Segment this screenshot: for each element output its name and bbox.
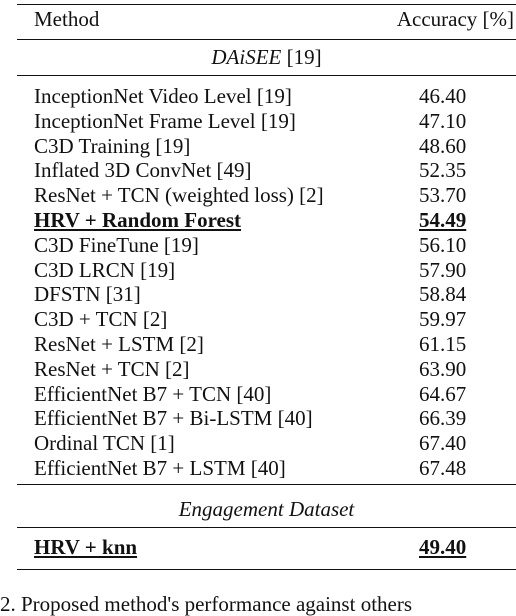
table-caption: 2. Proposed method's performance against others <box>0 592 413 616</box>
accuracy-cell: 48.60 <box>419 133 467 158</box>
top-rule <box>17 4 516 5</box>
method-cell: EfficientNet B7 + Bi-LSTM [40] <box>34 406 313 431</box>
method-cell: C3D LRCN [19] <box>34 257 176 282</box>
section1-rule <box>17 75 516 76</box>
accuracy-cell: 64.67 <box>419 381 467 406</box>
section-engagement <box>17 496 516 522</box>
section2-top-rule <box>17 484 516 485</box>
daisee-row <box>17 382 516 406</box>
daisee-row <box>17 258 516 282</box>
daisee-row <box>17 109 516 133</box>
accuracy-cell: 63.90 <box>419 356 467 381</box>
results-table <box>17 0 516 572</box>
method-cell: EfficientNet B7 + LSTM [40] <box>34 456 286 480</box>
daisee-row <box>17 357 516 381</box>
accuracy-cell: 59.97 <box>419 307 467 332</box>
method-cell: ResNet + TCN (weighted loss) [2] <box>34 183 324 208</box>
method-cell: HRV + Random Forest <box>34 208 242 232</box>
accuracy-cell: 54.49 <box>419 208 467 232</box>
header-method: Method <box>34 7 100 31</box>
method-cell: C3D + TCN [2] <box>34 307 168 332</box>
daisee-row <box>17 233 516 257</box>
method-cell: DFSTN [31] <box>34 282 141 307</box>
method-cell: Ordinal TCN [1] <box>34 431 175 456</box>
section2-bottom-rule <box>17 527 516 528</box>
accuracy-cell: 58.84 <box>419 282 467 307</box>
method-cell: ResNet + LSTM [2] <box>34 332 204 356</box>
daisee-row <box>17 183 516 207</box>
table-header-row <box>17 7 516 31</box>
daisee-row <box>17 406 516 430</box>
accuracy-cell: 67.48 <box>419 456 467 480</box>
daisee-row <box>17 84 516 108</box>
accuracy-cell: 56.10 <box>419 232 467 257</box>
method-cell: EfficientNet B7 + TCN [40] <box>34 381 272 406</box>
method-cell: Inflated 3D ConvNet [49] <box>34 158 252 183</box>
daisee-row <box>17 282 516 306</box>
method-cell: InceptionNet Frame Level [19] <box>34 108 296 133</box>
header-rule <box>17 39 516 40</box>
accuracy-cell: 67.40 <box>419 431 467 456</box>
header-accuracy: Accuracy [%] <box>396 7 514 31</box>
accuracy-cell: 52.35 <box>419 158 467 183</box>
daisee-row <box>17 456 516 480</box>
method-cell: ResNet + TCN [2] <box>34 356 190 381</box>
bottom-rule <box>17 569 516 570</box>
daisee-row <box>17 431 516 455</box>
section-daisee-title: DAiSEE <box>211 45 282 69</box>
accuracy-cell: 61.15 <box>419 332 467 356</box>
section-engagement-title: Engagement Dataset <box>178 497 355 521</box>
daisee-row <box>17 158 516 182</box>
engagement-row <box>17 535 516 559</box>
accuracy-cell: 47.10 <box>419 108 467 133</box>
method-cell: C3D Training [19] <box>34 133 191 158</box>
daisee-row <box>17 208 516 232</box>
accuracy-cell: 57.90 <box>419 257 467 282</box>
method-cell: C3D FineTune [19] <box>34 232 199 257</box>
daisee-row <box>17 134 516 158</box>
method-cell: InceptionNet Video Level [19] <box>34 84 292 108</box>
daisee-row <box>17 307 516 331</box>
accuracy-cell: 49.40 <box>419 535 467 559</box>
method-cell: HRV + knn <box>34 535 138 559</box>
accuracy-cell: 53.70 <box>419 183 467 208</box>
section-daisee-ref: [19] <box>286 45 322 69</box>
section-daisee <box>17 44 516 70</box>
accuracy-cell: 66.39 <box>419 406 467 431</box>
daisee-row <box>17 332 516 356</box>
accuracy-cell: 46.40 <box>419 84 467 108</box>
